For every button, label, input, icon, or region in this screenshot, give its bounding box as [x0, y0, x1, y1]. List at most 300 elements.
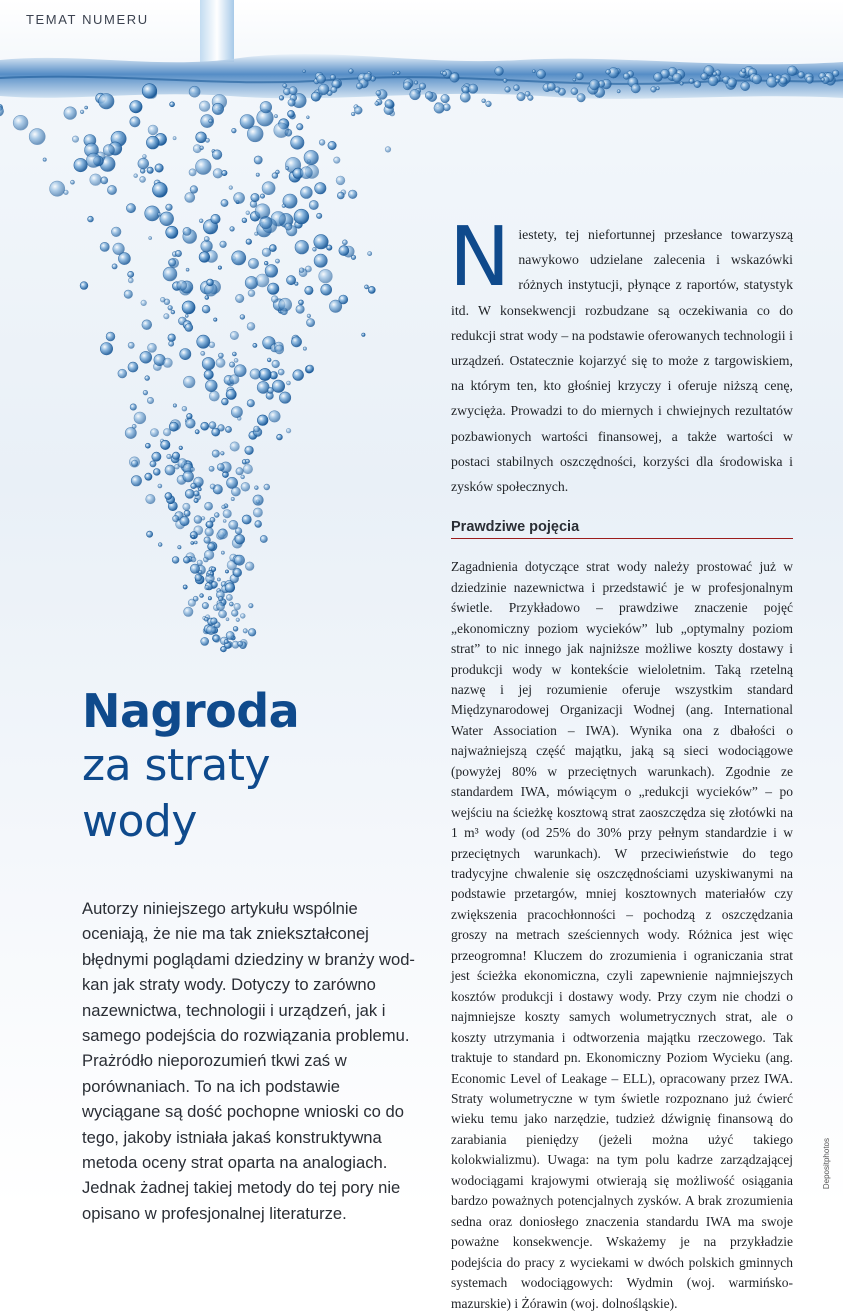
bubble [286, 428, 291, 433]
bubble [248, 290, 255, 297]
photo-credit: Depositphotos [822, 1138, 831, 1190]
bubble [80, 282, 88, 290]
bubble [832, 70, 839, 77]
bubble [197, 335, 210, 348]
bubble [160, 297, 165, 302]
bubble [141, 300, 147, 306]
bubble [319, 269, 333, 283]
bubble [303, 70, 306, 73]
bubble [183, 557, 190, 564]
bubble [170, 102, 175, 107]
bubble [212, 103, 223, 114]
bubble [201, 351, 205, 355]
article-title [82, 684, 402, 850]
bubble [207, 625, 216, 634]
bubble [713, 72, 717, 76]
bubble [279, 96, 284, 101]
bubble [166, 226, 178, 238]
title-line-1: za straty [82, 740, 271, 791]
bubble [301, 187, 313, 199]
bubble [441, 94, 450, 103]
bubble [245, 446, 254, 455]
bubble [231, 487, 240, 496]
bubble [694, 81, 701, 88]
bubble [199, 219, 203, 223]
bubble [254, 426, 260, 432]
bubble [356, 83, 362, 89]
bubble [571, 88, 578, 95]
bubble [166, 204, 173, 211]
bubble [149, 237, 152, 240]
bubble [142, 320, 152, 330]
bubble [211, 581, 217, 587]
bubble [145, 473, 152, 480]
bubble [146, 136, 159, 149]
bubble [241, 475, 245, 479]
bubble [167, 454, 172, 459]
bubble [212, 428, 220, 436]
bubble [221, 199, 228, 206]
subheading: Prawdziwe pojęcia [451, 519, 793, 539]
bubble [204, 617, 208, 621]
bubble [178, 546, 181, 549]
bubble [64, 190, 69, 195]
bubble [222, 505, 226, 509]
bubble [528, 95, 534, 101]
body-paragraph: Zagadnienia dotyczące strat wody należy prostować już w dziedzinie nazewnictwa i przedstawić je w profesjonalnym świetle. Przykładowo – prawdziwe znaczenie pojęć „ekonomiczny poziom wycieków” lub „optymalny poziom strat” to nic innego jak najniższe możliwe koszty dostawy i produkcji wody w kontekście wieloletnim. Taką rzetelną nazwę i jej rozumienie oferuje wszystkim standard Międzynarodowej Organizacji Wodnej (ang. International Water Association – IWA). Wynika ona z dbałości o najważniejszą część majątku, jaką są sieci wodociągowe (powyżej 80% w przeciętnych warunkach). Zgodnie ze standardem IWA, mówiącym o „redukcji wycieków” – po wejściu na ścieżkę kosztową strat zaoszczędza się złotówki na 1 m³ wody (od 25% do 30% przy pełnym standardzie i w przeciętnych warunkach). W przeciwieństwie do tego tradycyjne chwalenie się oszczędnościami uzyskiwanymi na podstawie przetargów, mniej kosztownych materiałów czy zwiększenia pracochłonności – pochodzą z oszczędzania groszy na metrach sześciennych wody. Różnica jest więc przeogromna! Kluczem do zrozumienia i ograniczania strat jest ścieżka ekonomiczna, czyli zapewnienie najmniejszych kosztów produkcji i dostawy wody. Przy czym nie chodzi o najmniejsze koszty samych wolumetrycznych strat, ale o koszty utrzymania i odtworzenia majątku rzeczowego. Tak traktuje to standard pn. Ekonomiczny Poziom Wycieku (ang. Economic Level of Leakage – ELL), opracowany przez IWA. Straty wolumetryczne w tym świetle rozpoznano już ćwierć wieku temu jako narzędzie, tudzież dźwignię finansową do zarabiania pieniędzy (jeżeli można użyć takiego kolokwializmu). Uwaga: na tym polu kadrze zarządzającej wodociągami krajowymi otwierają się możliwość osiągania bardzo poważnych potencjalnych zysków. A brak zrozumienia sedna oraz doniosłego znaczenia standardu IWA ma swoje poważne konsekwencje. Wskażemy je na przykładzie podejścia do pracy z wyciekami w dwóch polskich gminnych systemach wodociągowych: Wydmin (woj. warmińsko-mazurskie) i Żórawin (woj. dolnośląskie). [451, 559, 793, 1311]
bubble [183, 376, 195, 388]
bubble [419, 83, 426, 90]
bubble [193, 596, 198, 601]
bubble [288, 110, 295, 117]
bubble [775, 79, 779, 83]
bubble [248, 629, 256, 637]
bubble [158, 484, 162, 488]
bubble [505, 87, 511, 93]
bubble [741, 82, 750, 91]
bubble [376, 91, 381, 96]
bubble [88, 216, 94, 222]
bubble [209, 422, 216, 429]
bubble [234, 603, 241, 610]
bubble [158, 543, 162, 547]
bubble [255, 486, 259, 490]
bubble [183, 585, 187, 589]
bubble [517, 93, 525, 101]
bubble [200, 146, 204, 150]
bubble [532, 70, 535, 73]
bubble [229, 602, 233, 606]
bubble [279, 392, 290, 403]
bubble [106, 332, 115, 341]
bubble [306, 365, 314, 373]
bubble [205, 138, 209, 142]
bubble [205, 528, 214, 537]
bubble [701, 73, 708, 80]
bubble [86, 153, 100, 167]
bubble [245, 459, 249, 463]
bubble [276, 170, 280, 174]
bubble [168, 259, 175, 266]
bubble [460, 92, 470, 102]
bubble [230, 375, 239, 384]
bubble [147, 167, 153, 173]
bubble [425, 92, 433, 100]
bubble [148, 125, 158, 135]
bubble [200, 594, 204, 598]
bubble [145, 376, 150, 381]
bubble [172, 452, 179, 459]
bubble [206, 573, 209, 576]
lead-text: Autorzy niniejszego artykułu wspólnie oceniają, że nie ma tak zniekształconej błędnymi poglądami dziedziny w branży wod-kan jak straty wody. Dotyczy to zarówno nazewnictwa, technologii i urządzeń, jak i samego podejścia do rozwiązania problemu. Prażródło nieporozumień tkwi zaś w porównaniach. To na ich podstawie wyciągane są dość pochopne wnioski co do tego, jakoby istniała jakaś konstruktywna metoda oceny strat oparta na analogiach. Jednak żadnej takiej metody do tej pory nie opisano w profesjonalnej literaturze. [82, 899, 415, 1223]
bubble [208, 597, 211, 600]
bubble [205, 380, 217, 392]
bubble [503, 78, 507, 82]
bubble [179, 446, 183, 450]
bubble [255, 204, 270, 219]
bubble [100, 242, 109, 251]
bubble [185, 193, 195, 203]
bubble [222, 170, 227, 175]
bubble [336, 176, 345, 185]
bubble [229, 520, 238, 529]
bubble [264, 261, 268, 265]
bubble [189, 169, 196, 176]
bubble [272, 360, 280, 368]
bubble [150, 461, 156, 467]
bubble [219, 610, 227, 618]
bubble [617, 90, 620, 93]
bubble [226, 618, 229, 621]
bubble [205, 502, 213, 510]
bubble [752, 74, 762, 84]
bubble [305, 286, 313, 294]
bubble [318, 84, 329, 95]
bubble [180, 349, 191, 360]
bubble [314, 254, 327, 267]
bubble [368, 252, 372, 256]
bubble [71, 180, 75, 184]
bubble [131, 460, 137, 466]
bubble [443, 104, 450, 111]
bubble [537, 70, 546, 79]
bubble [233, 626, 238, 631]
bubble [140, 351, 152, 363]
bubble [29, 129, 45, 145]
bubble [268, 387, 274, 393]
bubble [50, 181, 65, 196]
bubble [288, 99, 295, 106]
bubble [348, 190, 357, 199]
bubble [183, 227, 191, 235]
bubble [234, 555, 244, 565]
bubble [365, 285, 369, 289]
bubble [285, 223, 292, 230]
bubble [218, 266, 221, 269]
bubble [183, 471, 194, 482]
bubble [195, 574, 202, 581]
bubble [331, 87, 337, 93]
bubble [138, 158, 149, 169]
bubble [180, 516, 189, 525]
bubble [222, 398, 229, 405]
bubble [798, 72, 805, 79]
bubble [172, 557, 179, 564]
bubble [184, 607, 193, 616]
bubble [214, 318, 217, 321]
bubble [163, 358, 172, 367]
bubble [183, 503, 190, 510]
bubble [191, 557, 196, 562]
bubble [708, 76, 718, 86]
bubble [296, 305, 304, 313]
bubble [300, 167, 312, 179]
bubble [414, 81, 418, 85]
bubble [577, 94, 585, 102]
bubble [623, 73, 629, 79]
bubble [199, 252, 210, 263]
bubble [216, 602, 224, 610]
bubble [191, 483, 197, 489]
bubble [495, 67, 504, 76]
bubble [259, 368, 271, 380]
bubble [240, 315, 245, 320]
bubble [375, 101, 379, 105]
bubble [220, 241, 227, 248]
bubble [319, 140, 325, 146]
bubble [234, 193, 245, 204]
bubble [241, 482, 250, 491]
bubble [787, 66, 797, 76]
bubble [204, 550, 214, 560]
bubble [85, 106, 88, 109]
bubble [268, 283, 279, 294]
section-label: TEMAT NUMERU [26, 12, 149, 27]
bubble [236, 294, 244, 302]
bubble [177, 281, 187, 291]
bubble [274, 123, 289, 138]
bubble [209, 119, 213, 123]
bubble [165, 493, 172, 500]
bubble [234, 358, 238, 362]
bubble [245, 562, 254, 571]
bubble [204, 236, 209, 241]
bubble [689, 78, 694, 83]
bubble [265, 265, 278, 278]
bubble [164, 314, 169, 319]
bubble [191, 542, 194, 545]
bubble [295, 240, 309, 254]
bubble [271, 296, 278, 303]
bubble [232, 610, 239, 617]
bubble [130, 101, 142, 113]
bubble [362, 333, 365, 336]
bubble [72, 136, 78, 142]
bubble [163, 429, 170, 436]
bubble [225, 426, 231, 432]
bubble [364, 73, 372, 81]
bubble [251, 193, 259, 201]
title-bold: Nagroda [82, 684, 300, 738]
bubble [311, 92, 320, 101]
bubble [202, 602, 208, 608]
bubble [232, 128, 237, 133]
bubble [264, 484, 270, 490]
bubble [354, 106, 362, 114]
bubble [741, 68, 746, 73]
bubble [209, 466, 214, 471]
bubble [243, 629, 247, 633]
bubble [334, 157, 340, 163]
bubble [209, 342, 215, 348]
bubble [194, 491, 199, 496]
intro-paragraph [449, 210, 793, 499]
bubble [185, 324, 193, 332]
bubble [576, 72, 584, 80]
bubble [231, 407, 242, 418]
bubble [254, 156, 262, 164]
bubble [201, 422, 209, 430]
bubble [247, 400, 254, 407]
bubble [128, 342, 134, 348]
bubble [654, 73, 663, 82]
bubble [283, 84, 287, 88]
bubble [589, 80, 599, 90]
bubble [199, 570, 202, 573]
bubble [140, 176, 146, 182]
bubble [293, 370, 304, 381]
bubble [221, 551, 224, 554]
bubble [250, 369, 260, 379]
bubble [125, 427, 136, 438]
bubble [152, 452, 161, 461]
bubble [242, 218, 247, 223]
bubble [153, 182, 168, 197]
bubble [173, 137, 176, 140]
bubble [314, 235, 328, 249]
bubble [213, 169, 223, 179]
bubble [680, 82, 684, 86]
bubble [182, 301, 195, 314]
bubble [313, 247, 317, 251]
bubble [606, 69, 611, 74]
bubble [225, 583, 235, 593]
bubble [349, 69, 354, 74]
bubble [230, 442, 239, 451]
bubble [385, 147, 391, 153]
bubble [279, 298, 292, 311]
bubble [204, 537, 211, 544]
bubble [185, 314, 188, 317]
bubble [821, 78, 825, 82]
bubble [130, 117, 140, 127]
bubble [328, 141, 336, 149]
bubble [173, 404, 176, 407]
bubble [143, 155, 147, 159]
bubble [190, 186, 198, 194]
title-line-2: wody [82, 796, 197, 847]
bubble [224, 640, 228, 644]
bubble [64, 107, 77, 120]
bubble [468, 84, 477, 93]
bubble [287, 276, 296, 285]
bubble [194, 541, 197, 544]
bubble [482, 99, 486, 103]
bubble [107, 185, 116, 194]
bubble [226, 389, 236, 399]
bubble [101, 177, 108, 184]
bubble [175, 250, 181, 256]
bubble [143, 390, 148, 395]
bubble [248, 258, 258, 268]
bubble [240, 115, 254, 129]
bubble [286, 167, 289, 170]
bubble [194, 498, 198, 502]
bubble [211, 567, 215, 571]
bubble [269, 245, 276, 252]
bubble [128, 278, 133, 283]
bubble [160, 212, 174, 226]
bubble [306, 116, 309, 119]
bubble [221, 646, 227, 652]
bubble [128, 271, 134, 277]
bubble [214, 513, 219, 518]
bubble [201, 637, 209, 645]
bubble [317, 213, 322, 218]
bubble [309, 200, 318, 209]
bubble [442, 71, 447, 76]
bubble [150, 429, 158, 437]
bubble [206, 521, 213, 528]
bubble [171, 310, 175, 314]
bubble [194, 516, 202, 524]
bubble [130, 404, 136, 410]
bubble [205, 296, 209, 300]
bubble [124, 290, 132, 298]
bubble [260, 194, 264, 198]
pouring-stream [200, 0, 234, 62]
bubble [210, 484, 215, 489]
bubble [168, 334, 176, 342]
bubble [223, 520, 226, 523]
bubble [434, 103, 445, 114]
bubble [173, 515, 179, 521]
bubble [229, 362, 234, 367]
bubble [168, 306, 173, 311]
bubble [217, 578, 220, 581]
bubble [278, 369, 284, 375]
bubble [187, 413, 193, 419]
bubble [212, 150, 222, 160]
bubble [291, 136, 304, 149]
bubble [196, 132, 207, 143]
bubble [260, 101, 272, 113]
bubble [211, 618, 218, 625]
bubble [255, 521, 262, 528]
bubble [246, 211, 250, 215]
bubble [217, 464, 224, 471]
bubble [142, 84, 157, 99]
bubble [410, 89, 421, 100]
bubble [257, 381, 269, 393]
bubble [297, 124, 303, 130]
bubble [403, 82, 411, 90]
bubble [385, 100, 394, 109]
bubble [13, 115, 28, 130]
bubble [202, 357, 215, 370]
bubble [307, 314, 311, 318]
bubble [216, 358, 225, 367]
